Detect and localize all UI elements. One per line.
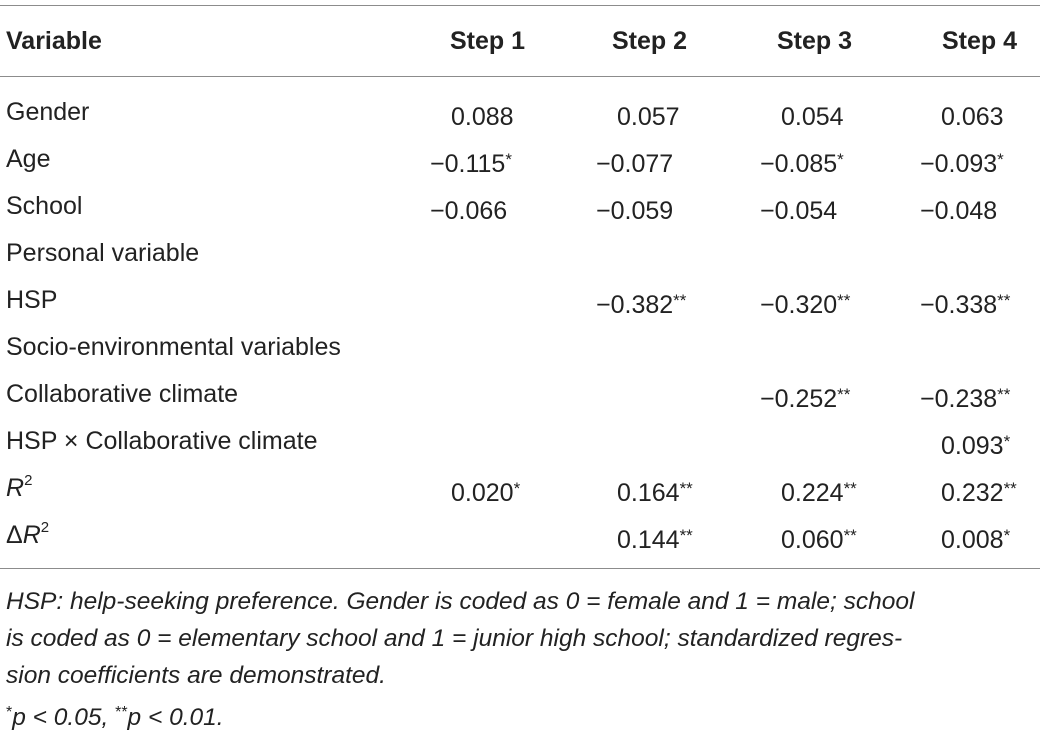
cell-value: 0.088 [451,103,514,131]
cell-value: −0.115 [430,150,506,178]
cell-step-2 [596,183,756,235]
cell-value: 0.144 [617,526,680,554]
significance-star: * [997,150,1004,169]
cell-step-3 [760,465,941,517]
cell-value: −0.252 [760,385,838,413]
cell-step-1 [430,89,611,141]
table-row [0,136,1040,183]
cell-step-2 [596,465,777,517]
cell-step-4 [920,183,1040,235]
cell-value: −0.054 [760,197,838,225]
footnote-line-2: is coded as 0 = elementary school and 1 = junior high school; standardized regres- [6,625,903,652]
significance-star: ** [679,479,693,498]
cell-step-2 [596,512,777,564]
header-step-4: Step 4 [942,27,1018,55]
header-bottom-rule [0,76,1040,77]
cell-step-4 [920,136,1040,188]
header-step-1: Step 1 [450,27,526,55]
row-label-main: R [22,521,41,549]
row-label [6,512,49,559]
cell-step-4 [920,465,1040,517]
cell-step-3 [760,512,941,564]
cell-value: −0.382 [596,291,674,319]
table-row [0,230,1040,277]
table-row [0,183,1040,230]
table-bottom-rule [0,568,1040,569]
cell-value: −0.059 [596,197,674,225]
significance-star: * [1003,526,1011,545]
header-step-2: Step 2 [612,27,688,55]
cell-value: −0.238 [920,385,998,413]
row-label: Age [6,145,51,173]
table-top-rule [0,5,1040,6]
significance-star: ** [843,479,857,498]
significance-star: ** [1003,479,1017,498]
cell-step-4 [920,418,1040,470]
table-row [0,89,1040,136]
significance-star: ** [837,291,851,310]
cell-value: 0.060 [781,526,844,554]
table-footnote [6,583,1036,736]
cell-step-3 [760,277,920,329]
cell-step-3 [760,136,920,188]
cell-value: −0.093 [920,150,998,178]
cell-step-1 [430,465,611,517]
table-row [0,371,1040,418]
cell-step-2 [596,277,756,329]
header-step-3: Step 3 [777,27,853,55]
sig-star-1: * [6,704,13,721]
cell-step-4 [920,371,1040,423]
cell-value: 0.008 [941,526,1004,554]
table-row [0,512,1040,559]
cell-step-3 [760,371,920,423]
footnote-line-1: HSP: help-seeking preference. Gender is coded as 0 = female and 1 = male; school [6,588,915,615]
cell-value: −0.066 [430,197,508,225]
cell-value: −0.077 [596,150,674,178]
cell-step-2 [596,136,756,188]
cell-step-3 [760,89,941,141]
row-label: Gender [6,98,90,126]
table-row [0,418,1040,465]
table-row [0,465,1040,512]
cell-value: 0.057 [617,103,680,131]
significance-star: ** [843,526,857,545]
significance-star: ** [679,526,693,545]
row-label: Socio-environmental variables [6,333,341,361]
significance-star: * [505,150,512,169]
significance-star: ** [837,385,851,404]
cell-step-4 [920,512,1040,564]
significance-star: ** [997,291,1011,310]
row-label [6,465,32,512]
cell-step-4 [920,89,1040,141]
significance-star: ** [997,385,1011,404]
footnote-line-3: sion coefficients are demonstrated. [6,662,386,689]
row-label-superscript: 2 [24,472,33,489]
significance-star: * [513,479,521,498]
row-label: HSP × Collaborative climate [6,427,318,455]
cell-value: −0.320 [760,291,838,319]
row-label-prefix: Δ [6,521,23,549]
row-label: School [6,192,83,220]
table-header-row [0,18,1040,65]
sig-text-1: p < 0.05, [12,704,116,731]
significance-star: * [1003,432,1011,451]
cell-value: 0.063 [941,103,1004,131]
table-row [0,277,1040,324]
cell-step-2 [596,89,777,141]
header-variable: Variable [6,27,102,55]
row-label-superscript: 2 [40,519,50,536]
row-label: Personal variable [6,239,200,267]
cell-value: 0.224 [781,479,844,507]
cell-value: −0.048 [920,197,998,225]
significance-star: * [837,150,844,169]
row-label: HSP [6,286,58,314]
cell-value: 0.020 [451,479,514,507]
cell-step-1 [430,136,590,188]
sig-text-2: p < 0.01. [127,704,224,731]
cell-value: −0.085 [760,150,838,178]
cell-step-3 [760,183,920,235]
cell-value: 0.164 [617,479,680,507]
cell-value: −0.338 [920,291,998,319]
row-label-main: R [6,474,25,502]
cell-step-4 [920,277,1040,329]
significance-note [6,694,1036,736]
cell-value: 0.054 [781,103,844,131]
cell-value: 0.093 [941,432,1004,460]
cell-value: 0.232 [941,479,1004,507]
row-label: Collaborative climate [6,380,239,408]
sig-star-2: ** [115,704,128,721]
cell-step-1 [430,183,590,235]
table-row [0,324,1040,371]
significance-star: ** [673,291,687,310]
